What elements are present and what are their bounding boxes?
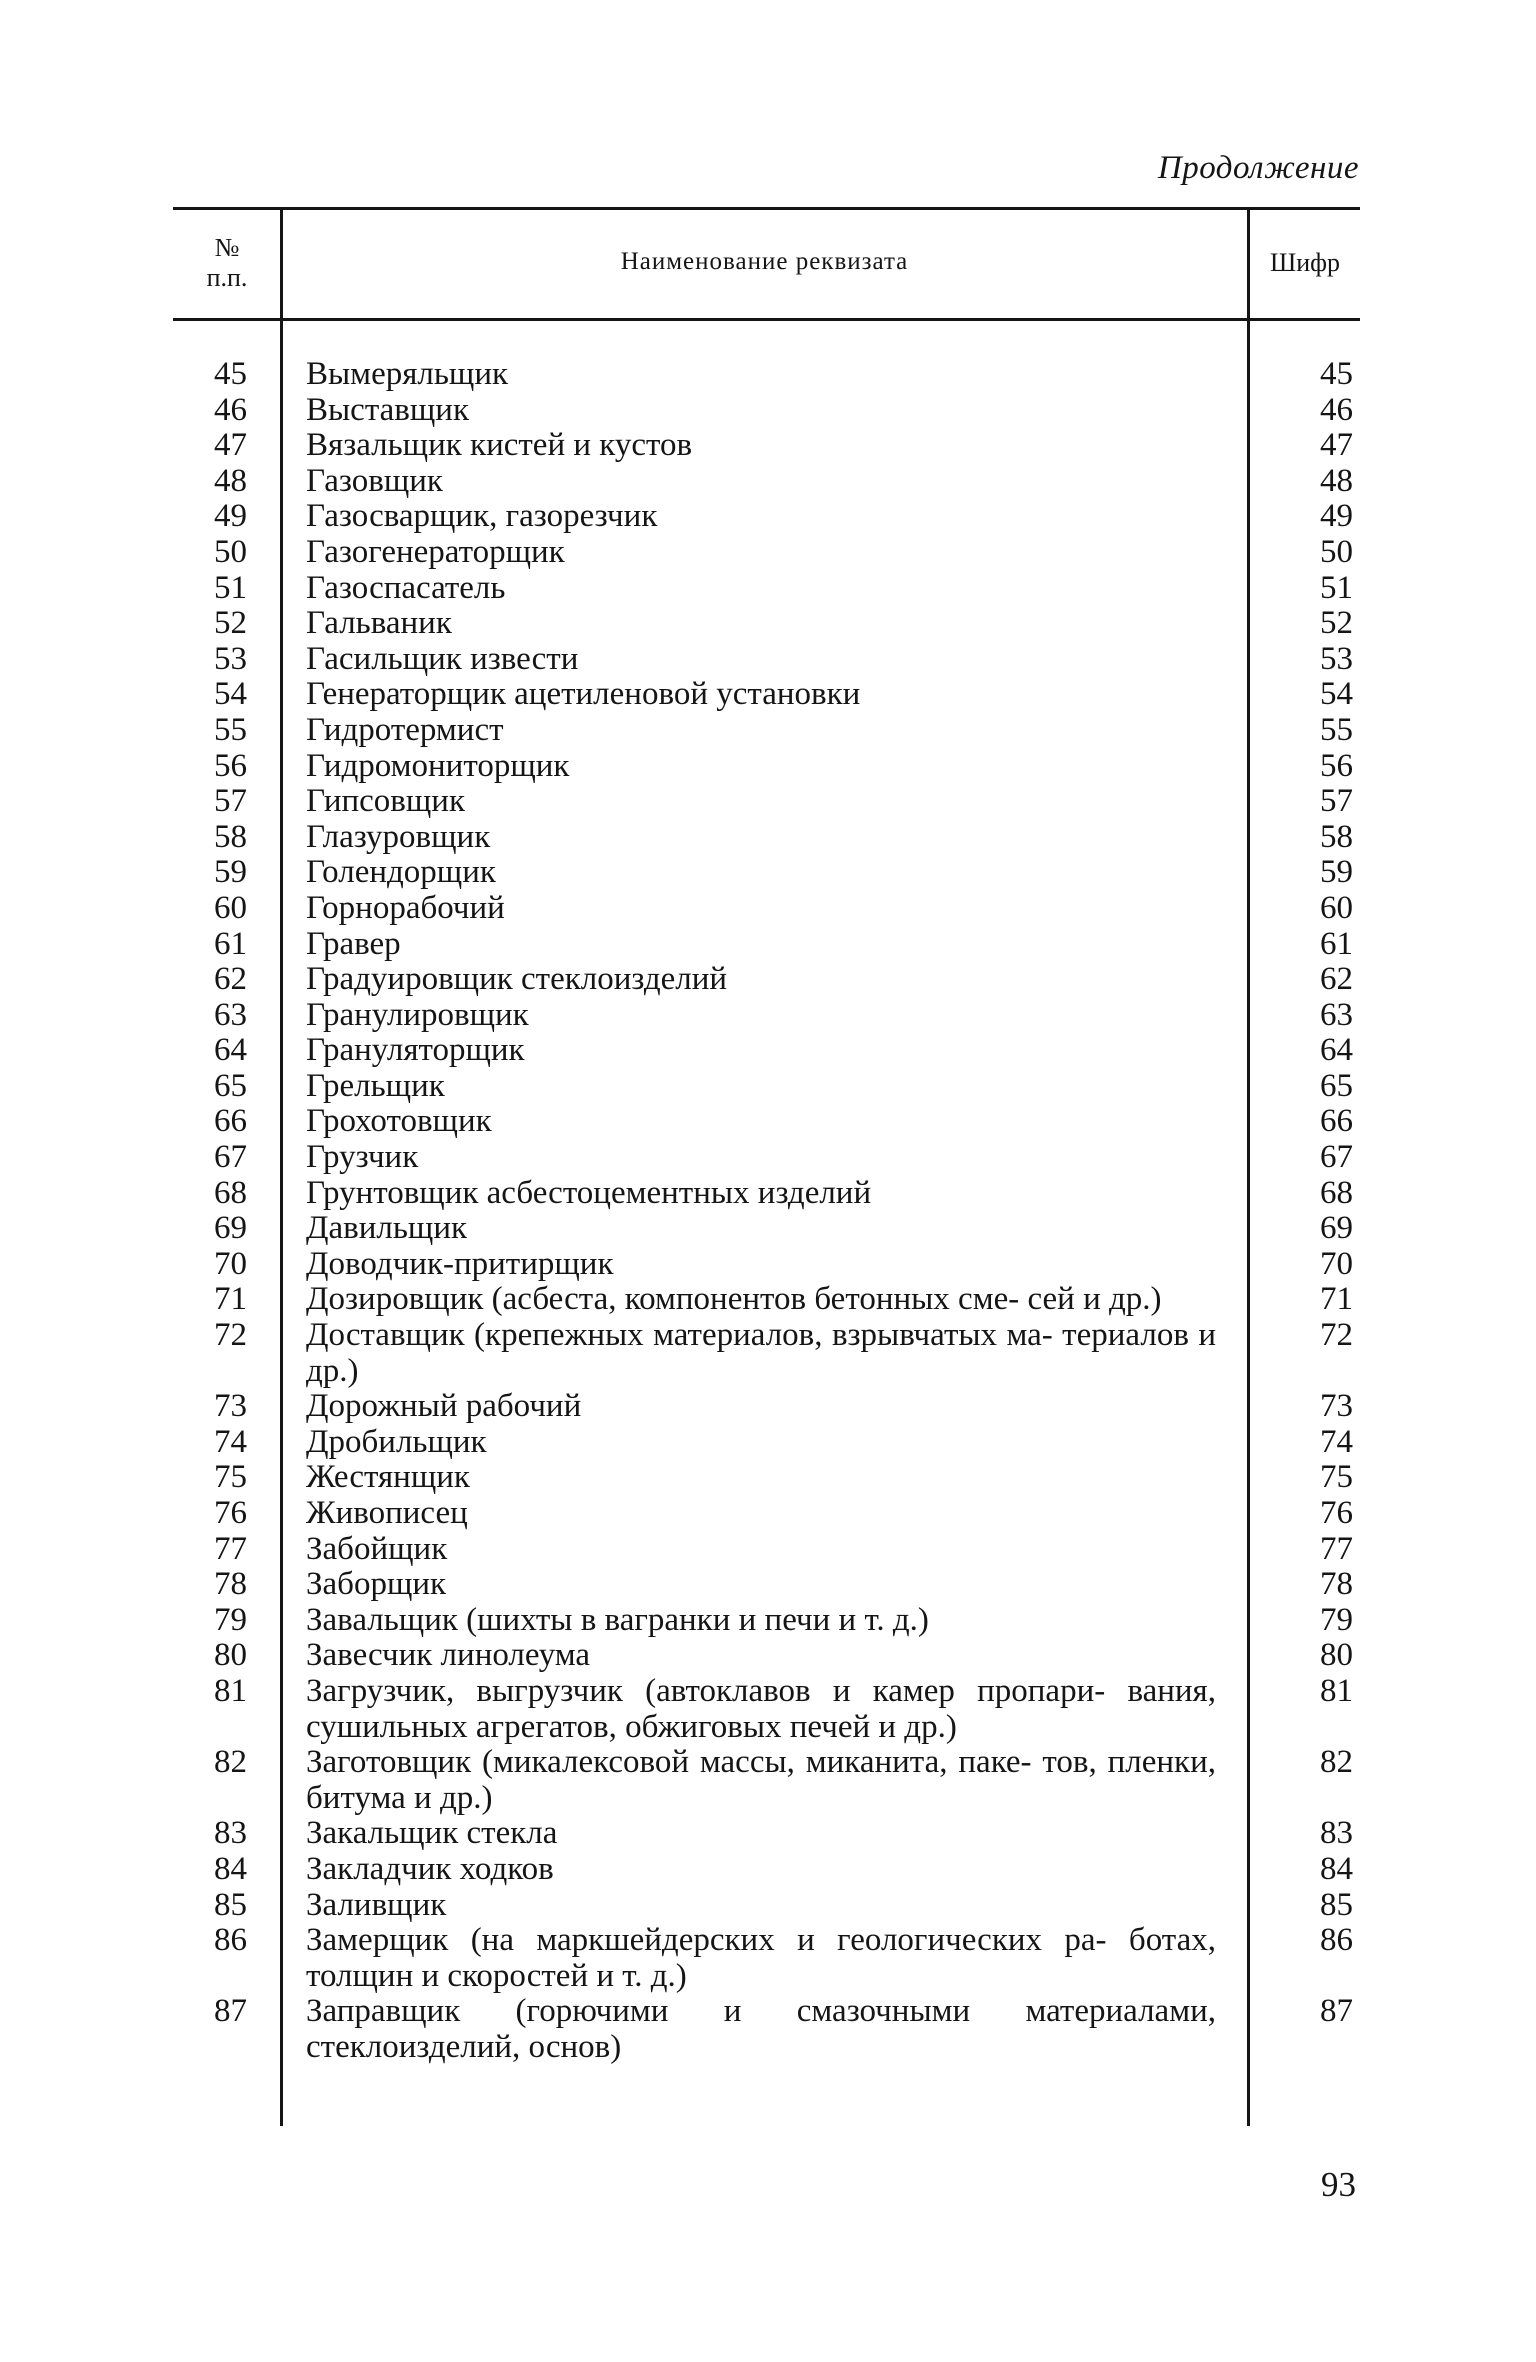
row-code: 81	[1320, 1672, 1353, 1709]
row-number: 80	[214, 1637, 247, 1674]
row-name: Градуировщик стеклоизделий	[306, 961, 728, 998]
row-code: 62	[1320, 961, 1353, 998]
table-row	[0, 749, 1536, 785]
row-number: 47	[214, 427, 247, 464]
row-code: 58	[1320, 818, 1353, 855]
row-name: Газогенераторщик	[306, 533, 565, 570]
row-name: Дозировщик (асбеста, компонентов бетонных сме- сей и др.)	[306, 1281, 1162, 1318]
row-name: Выставщик	[306, 391, 469, 428]
row-code: 86	[1320, 1922, 1353, 1959]
table-row	[0, 962, 1536, 998]
header-number-line2: п.п.	[206, 262, 248, 292]
row-name: Дорожный рабочий	[306, 1388, 582, 1425]
row-name: Грузчик	[306, 1139, 419, 1176]
row-code: 73	[1320, 1388, 1353, 1425]
table-row	[0, 1745, 1536, 1816]
row-name: Заборщик	[306, 1566, 447, 1603]
header-code-cell	[1250, 210, 1360, 315]
row-number: 75	[214, 1459, 247, 1496]
row-number: 63	[214, 996, 247, 1033]
row-code: 66	[1320, 1103, 1353, 1140]
table-row	[0, 393, 1536, 429]
row-name: Гасильщик извести	[306, 640, 579, 677]
table-row	[0, 571, 1536, 607]
row-number: 84	[214, 1850, 247, 1887]
row-number: 64	[214, 1032, 247, 1069]
row-number: 79	[214, 1601, 247, 1638]
row-number: 48	[214, 462, 247, 499]
row-number: 72	[214, 1317, 247, 1354]
row-name: Загрузчик, выгрузчик (автоклавов и камер пропари- вания, сушильных агрегатов, обжиговых печей и др.)	[306, 1672, 1216, 1745]
row-number: 67	[214, 1139, 247, 1176]
row-number: 58	[214, 818, 247, 855]
header-name-label: Наименование реквизата	[620, 248, 909, 276]
row-name: Вязальщик кистей и кустов	[306, 427, 693, 464]
row-name: Газосварщик, газорезчик	[306, 498, 658, 535]
row-number: 86	[214, 1922, 247, 1959]
row-code: 83	[1320, 1815, 1353, 1852]
row-name: Грануляторщик	[306, 1032, 525, 1069]
row-number: 57	[214, 783, 247, 820]
row-name: Горнорабочий	[306, 889, 505, 926]
row-number: 77	[214, 1530, 247, 1567]
row-name: Грохотовщик	[306, 1103, 492, 1140]
table-row	[0, 1567, 1536, 1603]
row-number: 59	[214, 854, 247, 891]
table-row	[0, 1603, 1536, 1639]
row-number: 46	[214, 391, 247, 428]
table-row	[0, 535, 1536, 571]
row-name: Дробильщик	[306, 1423, 487, 1460]
table-row	[0, 1460, 1536, 1496]
row-code: 65	[1320, 1067, 1353, 1104]
table-row	[0, 998, 1536, 1034]
row-name: Гравер	[306, 925, 401, 962]
row-code: 48	[1320, 462, 1353, 499]
header-name-cell	[282, 210, 1247, 315]
row-name: Газоспасатель	[306, 569, 506, 606]
table-row	[0, 820, 1536, 856]
table-row	[0, 677, 1536, 713]
row-name: Живописец	[306, 1495, 468, 1531]
row-number: 53	[214, 640, 247, 677]
row-number: 62	[214, 961, 247, 998]
row-number: 68	[214, 1174, 247, 1211]
row-code: 84	[1320, 1850, 1353, 1887]
table-row	[0, 1532, 1536, 1568]
row-code: 87	[1320, 1993, 1353, 2030]
row-name: Грунтовщик асбестоцементных изделий	[306, 1174, 872, 1211]
table-row	[0, 1104, 1536, 1140]
table-row	[0, 1496, 1536, 1532]
row-number: 54	[214, 676, 247, 713]
table-row	[0, 1247, 1536, 1283]
row-number: 49	[214, 498, 247, 535]
row-number: 50	[214, 533, 247, 570]
row-code: 70	[1320, 1245, 1353, 1282]
header-number-line1: №	[214, 232, 240, 262]
table-row	[0, 357, 1536, 393]
table-row	[0, 713, 1536, 749]
row-number: 60	[214, 889, 247, 926]
row-code: 52	[1320, 605, 1353, 642]
table-row	[0, 855, 1536, 891]
continuation-label: Продолжение	[1157, 150, 1359, 186]
row-code: 75	[1320, 1459, 1353, 1496]
row-code: 63	[1320, 996, 1353, 1033]
row-number: 85	[214, 1886, 247, 1923]
row-number: 66	[214, 1103, 247, 1140]
row-code: 79	[1320, 1601, 1353, 1638]
row-code: 61	[1320, 925, 1353, 962]
row-code: 67	[1320, 1139, 1353, 1176]
row-number: 82	[214, 1744, 247, 1781]
row-name: Гранулировщик	[306, 996, 529, 1033]
table-row	[0, 1318, 1536, 1389]
row-name: Завальщик (шихты в вагранки и печи и т. д.)	[306, 1601, 929, 1638]
row-code: 80	[1320, 1637, 1353, 1674]
row-code: 72	[1320, 1317, 1353, 1354]
row-number: 83	[214, 1815, 247, 1852]
table-row	[0, 428, 1536, 464]
row-name: Жестянщик	[306, 1459, 470, 1496]
row-code: 49	[1320, 498, 1353, 535]
row-code: 82	[1320, 1744, 1353, 1781]
row-code: 69	[1320, 1210, 1353, 1247]
row-number: 61	[214, 925, 247, 962]
page-number: 93	[1321, 2165, 1356, 2204]
row-code: 46	[1320, 391, 1353, 428]
row-number: 51	[214, 569, 247, 606]
row-name: Давильщик	[306, 1210, 468, 1247]
row-number: 52	[214, 605, 247, 642]
table-row	[0, 1923, 1536, 1994]
header-code-label: Шифр	[1270, 247, 1340, 277]
row-name: Доставщик (крепежных материалов, взрывчатых ма- териалов и др.)	[306, 1317, 1216, 1389]
row-name: Гидромониторщик	[306, 747, 570, 784]
table-row	[0, 1888, 1536, 1924]
table-row	[0, 784, 1536, 820]
row-name: Глазуровщик	[306, 818, 491, 855]
table-row	[0, 1033, 1536, 1069]
row-code: 77	[1320, 1530, 1353, 1567]
table-row	[0, 1069, 1536, 1105]
row-code: 53	[1320, 640, 1353, 677]
row-code: 55	[1320, 711, 1353, 748]
table-row	[0, 1816, 1536, 1852]
header-number-cell	[173, 210, 281, 315]
table-row	[0, 1282, 1536, 1318]
row-name: Газовщик	[306, 462, 443, 499]
table-row	[0, 1852, 1536, 1888]
table-row	[0, 1638, 1536, 1674]
row-number: 70	[214, 1245, 247, 1282]
row-number: 45	[214, 356, 247, 392]
row-number: 78	[214, 1566, 247, 1603]
table-row	[0, 1674, 1536, 1745]
table-row	[0, 1140, 1536, 1176]
row-code: 64	[1320, 1032, 1353, 1069]
row-name: Замерщик (на маркшейдерских и геологических ра- ботах, толщин и скоростей и т. д.)	[306, 1922, 1216, 1994]
row-code: 85	[1320, 1886, 1353, 1923]
row-number: 56	[214, 747, 247, 784]
row-number: 55	[214, 711, 247, 748]
table-row	[0, 1389, 1536, 1425]
row-code: 45	[1320, 356, 1353, 392]
row-name: Генераторщик ацетиленовой установки	[306, 676, 861, 713]
row-name: Гидротермист	[306, 711, 504, 748]
row-code: 68	[1320, 1174, 1353, 1211]
row-name: Завесчик линолеума	[306, 1637, 591, 1674]
row-code: 71	[1320, 1281, 1353, 1318]
row-code: 57	[1320, 783, 1353, 820]
row-code: 59	[1320, 854, 1353, 891]
row-code: 50	[1320, 533, 1353, 570]
table-row	[0, 499, 1536, 535]
row-number: 69	[214, 1210, 247, 1247]
row-number: 73	[214, 1388, 247, 1425]
table-row	[0, 642, 1536, 678]
table-row	[0, 464, 1536, 500]
row-code: 54	[1320, 676, 1353, 713]
row-code: 74	[1320, 1423, 1353, 1460]
row-name: Вымеряльщик	[306, 356, 509, 392]
table-row	[0, 1176, 1536, 1212]
table-row	[0, 606, 1536, 642]
row-number: 65	[214, 1067, 247, 1104]
row-number: 76	[214, 1495, 247, 1531]
row-code: 76	[1320, 1495, 1353, 1531]
row-code: 47	[1320, 427, 1353, 464]
row-code: 51	[1320, 569, 1353, 606]
row-code: 78	[1320, 1566, 1353, 1603]
row-number: 74	[214, 1423, 247, 1460]
row-number: 87	[214, 1993, 247, 2030]
row-number: 81	[214, 1672, 247, 1709]
row-name: Гипсовщик	[306, 783, 465, 820]
row-name: Грельщик	[306, 1067, 445, 1104]
table-row	[0, 891, 1536, 927]
row-code: 60	[1320, 889, 1353, 926]
row-name: Закладчик ходков	[306, 1850, 554, 1887]
table-row	[0, 1425, 1536, 1461]
table-row	[0, 927, 1536, 963]
table-row	[0, 1994, 1536, 2065]
table-row	[0, 1211, 1536, 1247]
row-name: Закальщик стекла	[306, 1815, 558, 1852]
header-bottom-rule	[173, 318, 1360, 321]
row-name: Голендорщик	[306, 854, 496, 891]
row-code: 56	[1320, 747, 1353, 784]
row-name: Забойщик	[306, 1530, 448, 1567]
row-name: Заливщик	[306, 1886, 447, 1923]
row-name: Доводчик-притирщик	[306, 1245, 614, 1282]
row-number: 71	[214, 1281, 247, 1318]
table-body	[0, 357, 1536, 2066]
row-name: Заготовщик (микалексовой массы, миканита, паке- тов, пленки, битума и др.)	[306, 1744, 1216, 1816]
row-name: Заправщик (горючими и смазочными материалами, стеклоизделий, основ)	[306, 1993, 1216, 2065]
row-name: Гальваник	[306, 605, 452, 642]
